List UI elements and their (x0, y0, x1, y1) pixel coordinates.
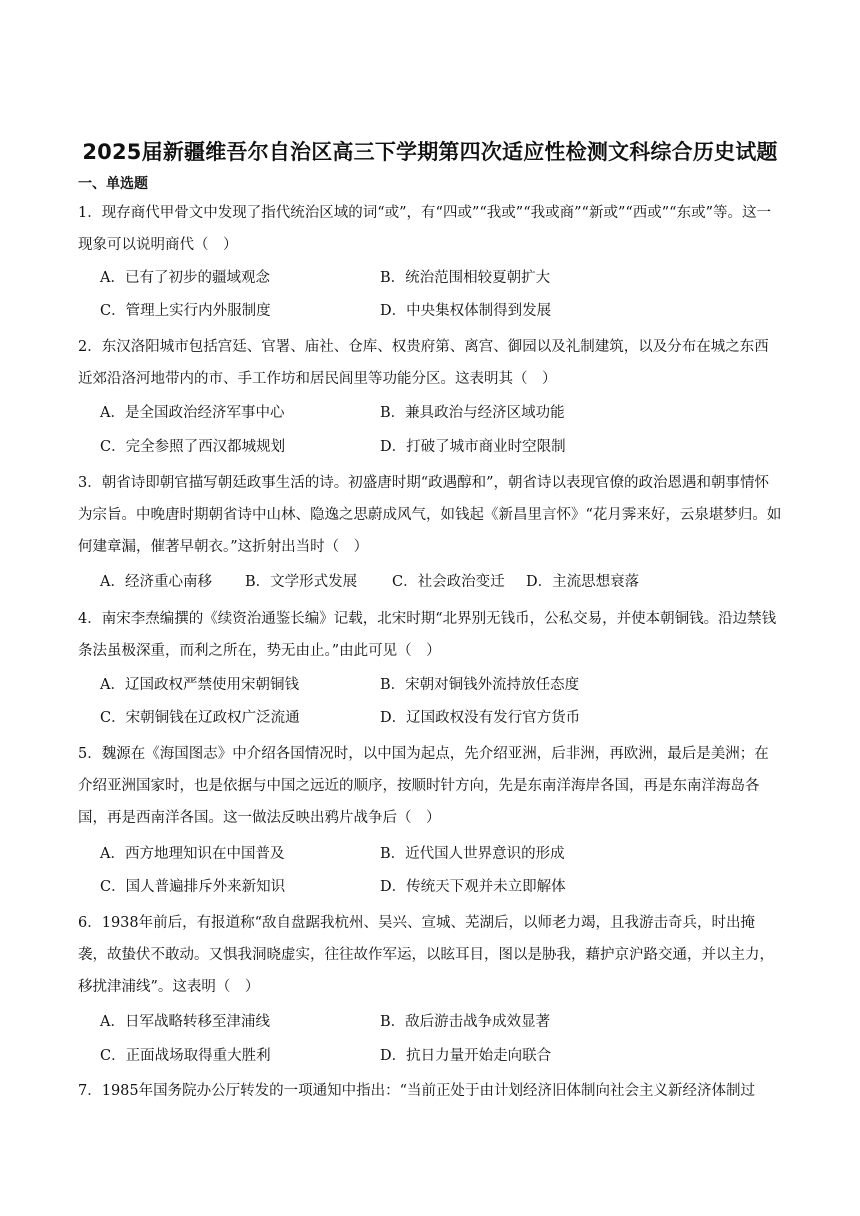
question-5-options-row-2 (100, 871, 780, 903)
question-4-option-a[interactable]: A．辽国政权严禁使用宋朝铜钱 (100, 677, 299, 693)
question-6-option-a[interactable]: A．日军战略转移至津浦线 (100, 1014, 270, 1030)
question-4-options-row-2 (100, 702, 780, 734)
question-3-option-b[interactable]: B．文学形式发展 (245, 574, 358, 590)
question-6-options-row-2 (100, 1040, 780, 1072)
question-5-option-c[interactable]: C．国人普遍排斥外来新知识 (100, 879, 286, 895)
question-5-options-row-1 (100, 838, 780, 870)
question-2-stem: 2．东汉洛阳城市包括宫廷、官署、庙社、仓库、权贵府第、离宫、御园以及礼制建筑，以及分布在城之东西近郊沿洛河地带内的市、手工作坊和居民闾里等功能分区。这表明其（ ） (78, 339, 769, 387)
question-6-option-c[interactable]: C．正面战场取得重大胜利 (100, 1048, 271, 1064)
question-4-option-c[interactable]: C．宋朝铜钱在辽政权广泛流通 (100, 710, 300, 726)
question-1-option-c[interactable]: C．管理上实行内外服制度 (100, 303, 271, 319)
question-2-options-row-1 (100, 397, 780, 429)
question-3-option-d[interactable]: D．主流思想衰落 (526, 574, 640, 590)
question-1-options-row-2 (100, 295, 780, 327)
question-2-options-row-2 (100, 431, 780, 463)
question-4-option-d[interactable]: D．辽国政权没有发行官方货币 (380, 710, 581, 726)
question-5-stem: 5．魏源在《海国图志》中介绍各国情况时，以中国为起点，先介绍亚洲，后非洲，再欧洲，最后是美洲；在介绍亚洲国家时，也是依据与中国之远近的顺序，按顺时针方向，先是东南洋海岸各国，再是东南洋海岛各国，再是西南洋各国。这一做法反映出鸦片战争后（ ） (78, 746, 769, 826)
page-title: 2025届新疆维吾尔自治区高三下学期第四次适应性检测文科综合历史试题 (82, 140, 778, 164)
question-1-stem: 1．现存商代甲骨文中发现了指代统治区域的词“或”，有“四或”“我或”“我或商”“新或”“西或”“东或”等。这一现象可以说明商代（ ） (78, 205, 772, 253)
question-3-option-a[interactable]: A．经济重心南移 (100, 574, 212, 590)
section-heading: 一、单选题 (78, 176, 148, 192)
question-4-options-row-1 (100, 669, 780, 701)
question-1-option-a[interactable]: A．已有了初步的疆域观念 (100, 270, 270, 286)
question-6-options-row-1 (100, 1006, 780, 1038)
question-2-option-d[interactable]: D．打破了城市商业时空限制 (380, 439, 566, 455)
question-2-option-a[interactable]: A．是全国政治经济军事中心 (100, 405, 285, 421)
question-5-option-a[interactable]: A．西方地理知识在中国普及 (100, 846, 285, 862)
question-4-option-b[interactable]: B．宋朝对铜钱外流持放任态度 (380, 677, 580, 693)
question-7-stem: 7．1985年国务院办公厅转发的一项通知中指出：“当前正处于由计划经济旧体制向社会主义新经济体制过 (78, 1083, 756, 1099)
question-3-stem: 3．朝省诗即朝官描写朝廷政事生活的诗。初盛唐时期“政遇醇和”，朝省诗以表现官僚的政治恩遇和朝事情怀为宗旨。中晚唐时期朝省诗中山林、隐逸之思蔚成风气，如钱起《新昌里言怀》“花月霁来好，云泉堪梦归。如何建章漏，催著早朝衣。”这折射出当时（ ） (78, 475, 782, 555)
question-3-options-row (100, 566, 780, 598)
question-5-option-b[interactable]: B．近代国人世界意识的形成 (380, 846, 565, 862)
question-6-stem: 6．1938年前后，有报道称“敌自盘踞我杭州、吴兴、宣城、芜湖后，以师老力竭，且我游击奇兵，时出掩袭，故蛰伏不敢动。又惧我洞晓虚实，往往故作军运，以眩耳目，图以是胁我，藉护京沪路交通，并以主力，移扰津浦线”。这表明（ ） (78, 915, 774, 995)
question-6-option-d[interactable]: D．抗日力量开始走向联合 (380, 1048, 552, 1064)
question-5-option-d[interactable]: D．传统天下观并未立即解体 (380, 879, 566, 895)
question-1-options-row-1 (100, 262, 780, 294)
question-2-option-b[interactable]: B．兼具政治与经济区域功能 (380, 405, 565, 421)
question-2-option-c[interactable]: C．完全参照了西汉都城规划 (100, 439, 286, 455)
question-1-option-b[interactable]: B．统治范围相较夏朝扩大 (380, 270, 551, 286)
question-4-stem: 4．南宋李焘编撰的《续资治通鉴长编》记载，北宋时期“北界别无钱币，公私交易，并使本朝铜钱。沿边禁钱条法虽极深重，而利之所在，势无由止。”由此可见（ ） (78, 611, 777, 659)
question-3-option-c[interactable]: C．社会政治变迁 (392, 574, 505, 590)
question-1-option-d[interactable]: D．中央集权体制得到发展 (380, 303, 552, 319)
question-6-option-b[interactable]: B．敌后游击战争成效显著 (380, 1014, 551, 1030)
